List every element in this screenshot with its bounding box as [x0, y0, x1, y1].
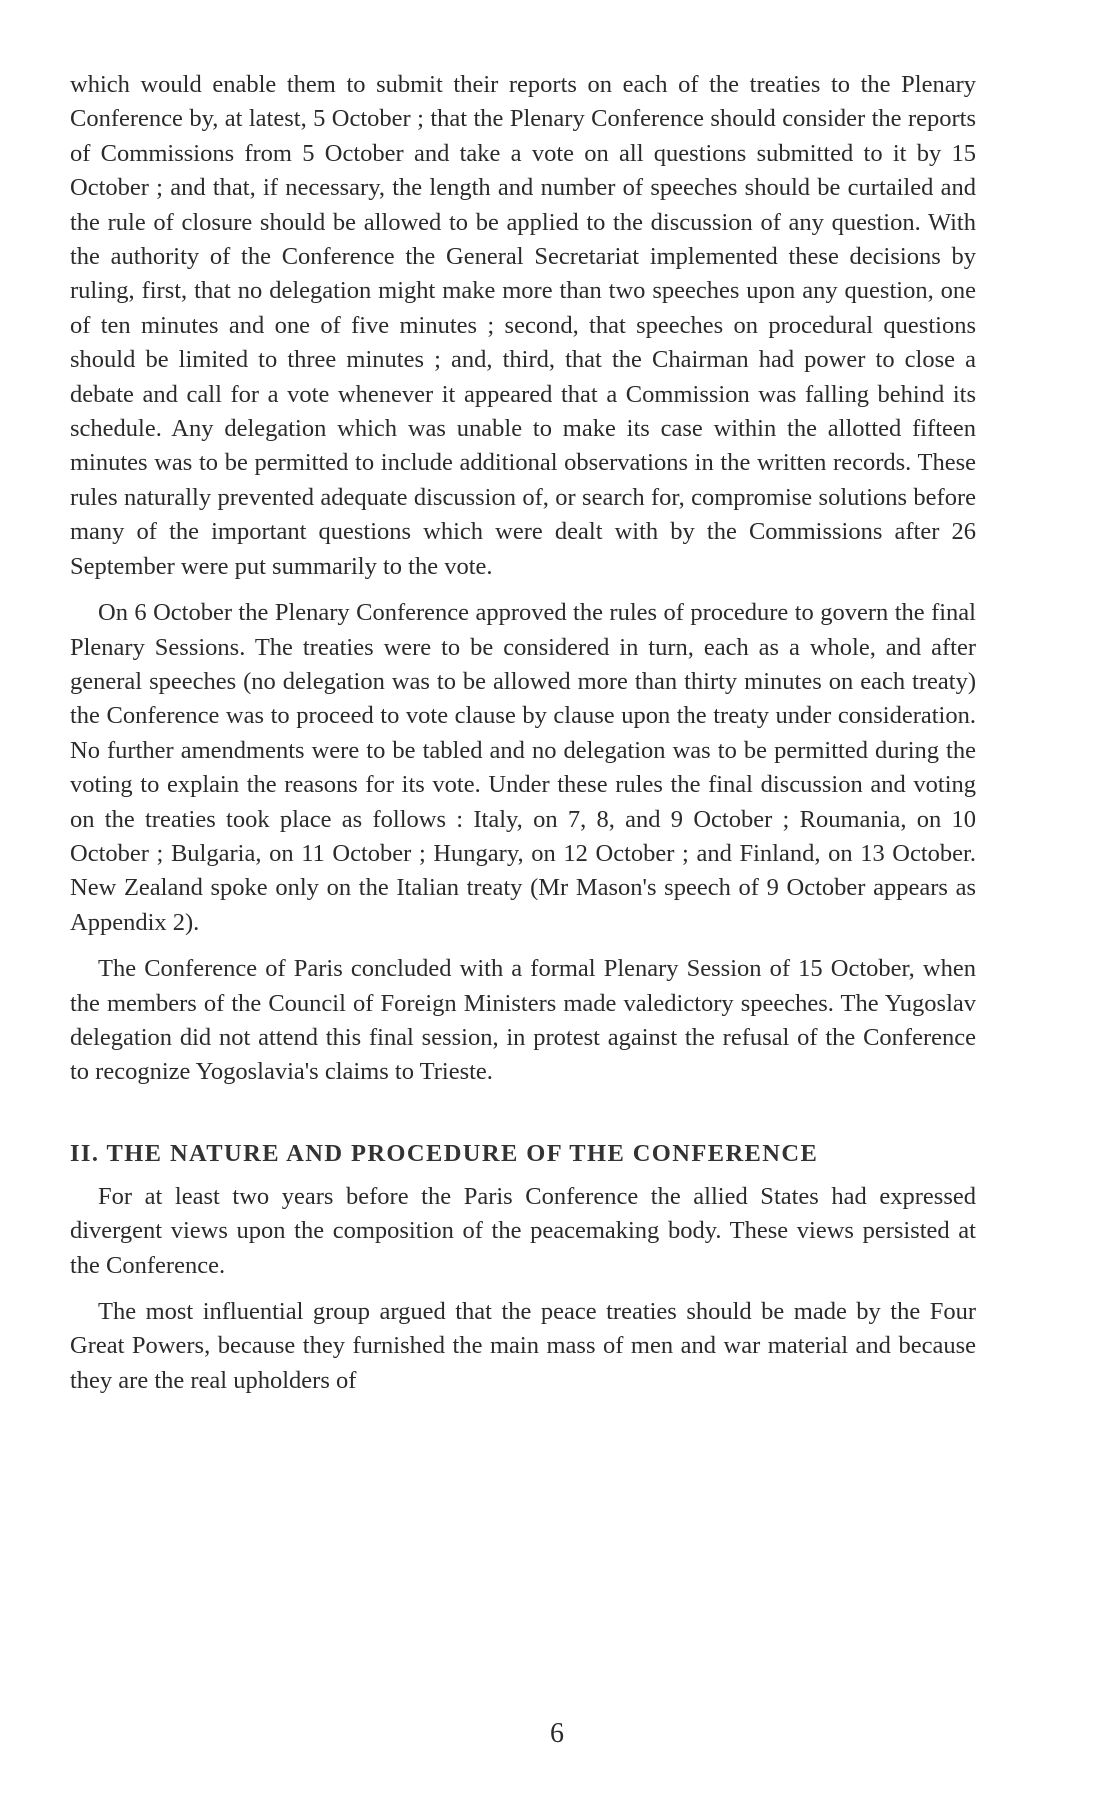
paragraph-divergent-views: For at least two years before the Paris Conference the allied States had expressed divergent views upon the composition of the peacemaking body. These views persisted at the Conference. — [70, 1182, 976, 1279]
paragraph-final-plenary-rules: On 6 October the Plenary Conference approved the rules of procedure to govern the final Plenary Sessions. The treaties were to be considered in turn, each as a whole, and after general speeches (no delegation was to be allowed more than thirty minutes on each treaty) the Conference was to proceed to vote clause by clause upon the treaty under consideration. No further amendments were to be tabled and no delegation was to be permitted during the voting to explain the reasons for its vote. Under these rules the final discussion and voting on the treaties took place as follows : Italy, on 7, 8, and 9 October ; Roumania, on 10 October ; Bulgaria, on 11 October ; Hungary, on 12 October ; and Finland, on 13 October. New Zealand spoke only on the Italian treaty (Mr Mason's speech of 9 October appears as Appendix 2). — [70, 599, 976, 936]
paragraph-conference-conclusion: The Conference of Paris concluded with a formal Plenary Session of 15 October, when the members of the Council of Foreign Ministers made valedictory speeches. The Yugoslav delegation did not attend this final session, in protest against the refusal of the Conference to recognize Yogoslavia's claims to Trieste. — [70, 955, 976, 1086]
paragraph-continuation: which would enable them to submit their reports on each of the treaties to the Plenary Conference by, at latest, 5 October ; that the Plenary Conference should consider the reports of Commissions from 5 October and take a vote on all questions submitted to it by 15 October ; and that, if necessary, the length and number of speeches should be curtailed and the rule of closure should be allowed to be applied to the discussion of any question. With the authority of the Conference the General Secretariat implemented these decisions by ruling, first, that no delegation might make more than two speeches upon any question, one of ten minutes and one of five minutes ; second, that speeches on procedural questions should be limited to three minutes ; and, third, that the Chairman had power to close a debate and call for a vote whenever it appeared that a Commission was falling behind its schedule. Any delegation which was unable to make its case within the allotted fifteen minutes was to be permitted to include additional observations in the written records. These rules naturally prevented adequate discussion of, or search for, compromise solutions before many of the important questions which were dealt with by the Commissions after 26 September were put summarily to the vote. — [70, 71, 976, 580]
page-body — [70, 68, 976, 1410]
section-heading: II. THE NATURE AND PROCEDURE OF THE CONFERENCE — [70, 1139, 819, 1167]
page-number: 6 — [550, 1718, 564, 1749]
paragraph-four-great-powers: The most influential group argued that the peace treaties should be made by the Four Great Powers, because they furnished the main mass of men and war material and because they are the real upholders of — [70, 1298, 976, 1394]
